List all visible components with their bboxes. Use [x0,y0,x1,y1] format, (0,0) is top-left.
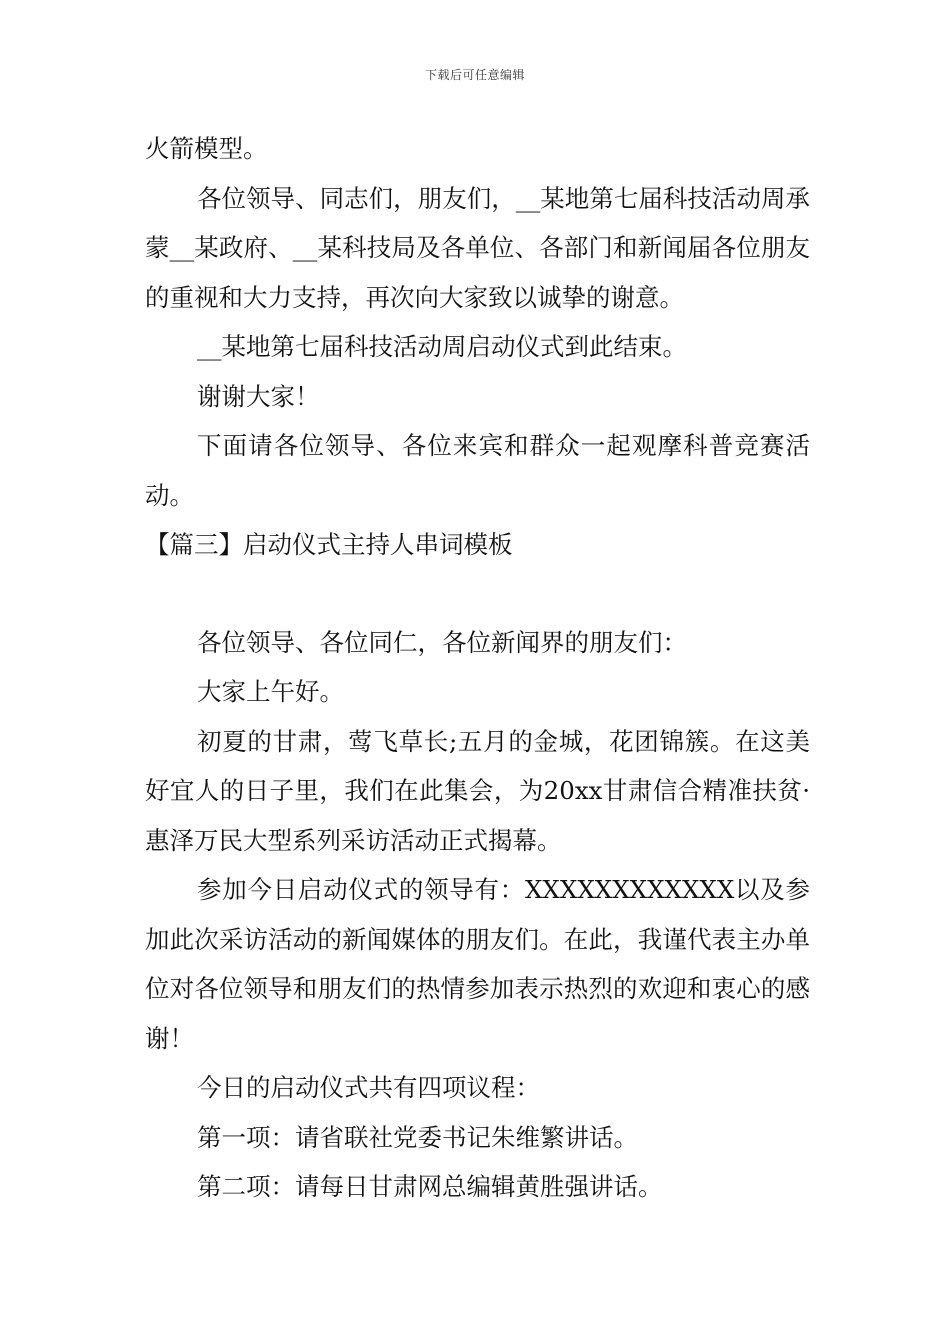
agenda-item-1: 第一项：请省联社党委书记朱维繁讲话。 [197,1122,638,1152]
section-spacer [145,570,810,618]
paragraph-invitation: 下面请各位领导、各位来宾和群众一起观摩科普竞赛活动。 [145,431,810,510]
paragraph-opening: 初夏的甘肃，莺飞草长;五月的金城，花团锦簇。在这美好宜人的日子里，我们在此集会，为20xx甘肃信合精准扶贫·惠泽万民大型系列采访活动正式揭幕。 [145,726,810,855]
paragraph-thank-you: 谢谢大家！ [197,381,320,411]
paragraph-continuation: 火箭模型。 [145,134,268,163]
paragraph-salutation: 各位领导、各位同仁，各位新闻界的朋友们： [197,627,687,657]
paragraph-ceremony-end: __某地第七届科技活动周启动仪式到此结束。 [197,332,687,361]
paragraph-greeting: 大家上午好。 [197,677,344,706]
agenda-item-2: 第二项：请每日甘肃网总编辑黄胜强讲话。 [197,1172,663,1201]
paragraph-agenda-intro: 今日的启动仪式共有四项议程： [197,1073,540,1102]
section-heading: 【篇三】启动仪式主持人串词模板 [145,530,513,559]
page-header: 下载后可任意编辑 [424,68,525,82]
paragraph-attendees: 参加今日启动仪式的领导有：XXXXXXXXXXXX以及参加此次采访活动的新闻媒体的朋友们。在此，我谨代表主办单位对各位领导和朋友们的热情参加表示热烈的欢迎和衷心的感谢！ [145,875,810,1053]
paragraph-thanks-support: 各位领导、同志们，朋友们，__某地第七届科技活动周承蒙__某政府、__某科技局及各单位、各部门和新闻届各位朋友的重视和大力支持，再次向大家致以诚挚的谢意。 [145,183,810,312]
document-body [145,124,810,1212]
